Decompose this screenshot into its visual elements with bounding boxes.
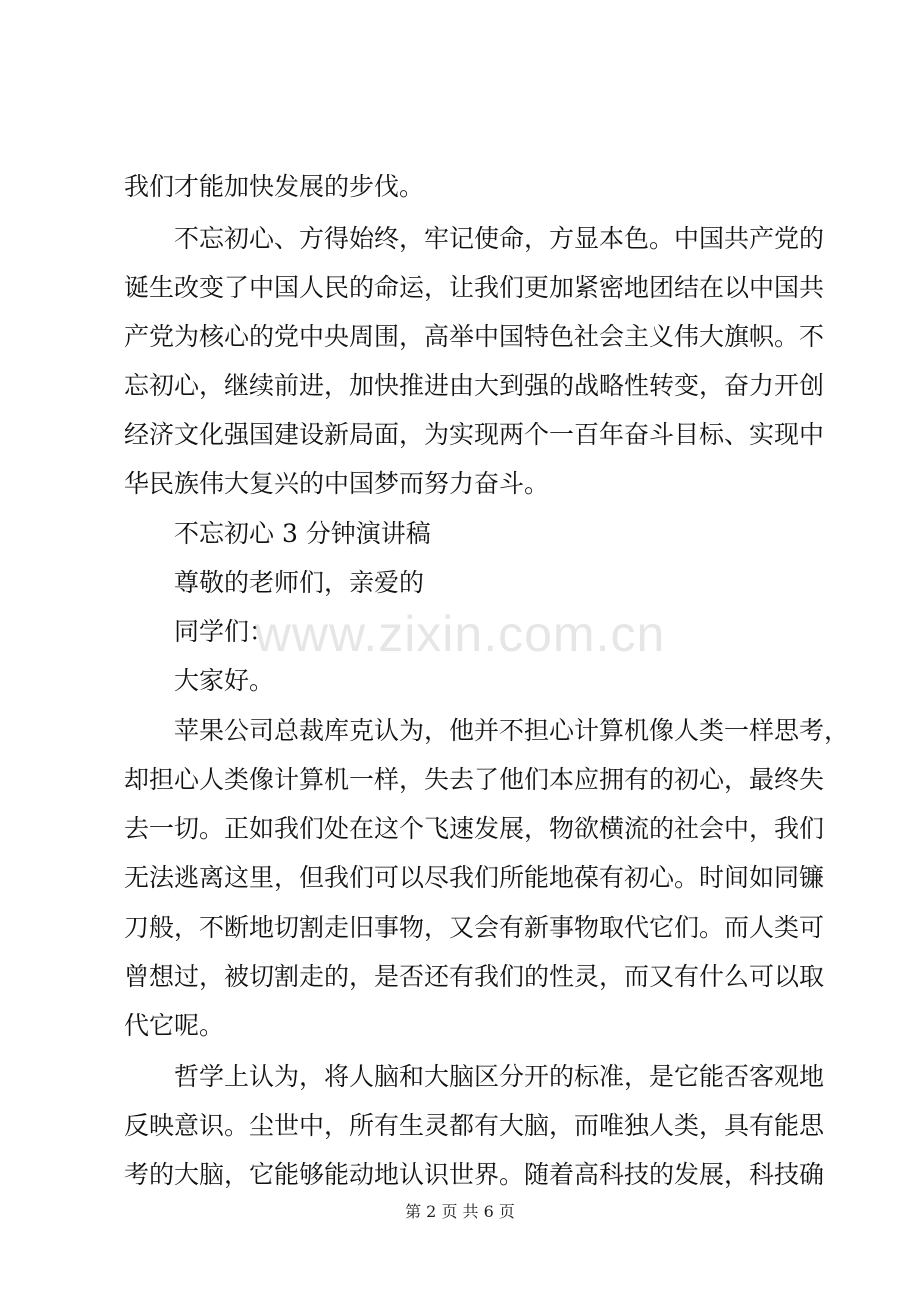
text-line-6: 经济文化强国建设新局面，为实现两个一百年奋斗目标、实现中: [124, 420, 825, 449]
text-line-9: 尊敬的老师们，亲爱的: [174, 568, 425, 597]
text-line-15: 无法逃离这里，但我们可以尽我们所能地葆有初心。时间如同镰: [124, 863, 825, 892]
page-footer: 第 2 页 共 6 页: [405, 1202, 515, 1221]
text-line-20: 反映意识。尘世中，所有生灵都有大脑，而唯独人类，具有能思: [124, 1111, 825, 1140]
text-line-12: 苹果公司总裁库克认为，他并不担心计算机像人类一样思考，: [174, 716, 850, 745]
text-line-16: 刀般，不断地切割走旧事物，又会有新事物取代它们。而人类可: [124, 913, 825, 942]
text-line-13: 却担心人类像计算机一样，失去了他们本应拥有的初心，最终失: [124, 765, 825, 794]
text-line-19: 哲学上认为，将人脑和大脑区分开的标准，是它能否客观地: [174, 1062, 825, 1091]
text-line-5: 忘初心，继续前进，加快推进由大到强的战略性转变，奋力开创: [124, 371, 825, 400]
watermark: www.zixin.com.cn: [254, 606, 666, 662]
text-line-1: 我们才能加快发展的步伐。: [124, 172, 425, 201]
text-line-4: 产党为核心的党中央周围，高举中国特色社会主义伟大旗帜。不: [124, 322, 825, 351]
text-line-3: 诞生改变了中国人民的命运，让我们更加紧密地团结在以中国共: [124, 273, 825, 302]
text-line-2: 不忘初心、方得始终，牢记使命，方显本色。中国共产党的: [174, 224, 825, 253]
text-line-21: 考的大脑，它能够能动地认识世界。随着高科技的发展，科技确: [124, 1160, 825, 1189]
text-line-14: 去一切。正如我们处在这个飞速发展，物欲横流的社会中，我们: [124, 814, 825, 843]
text-line-8: 不忘初心 3 分钟演讲稿: [174, 519, 431, 548]
text-line-18: 代它呢。: [124, 1011, 225, 1040]
text-line-10: 同学们：: [174, 617, 275, 646]
text-line-11: 大家好。: [174, 666, 275, 695]
text-line-7: 华民族伟大复兴的中国梦而努力奋斗。: [124, 469, 550, 498]
text-line-17: 曾想过，被切割走的，是否还有我们的性灵，而又有什么可以取: [124, 962, 825, 991]
